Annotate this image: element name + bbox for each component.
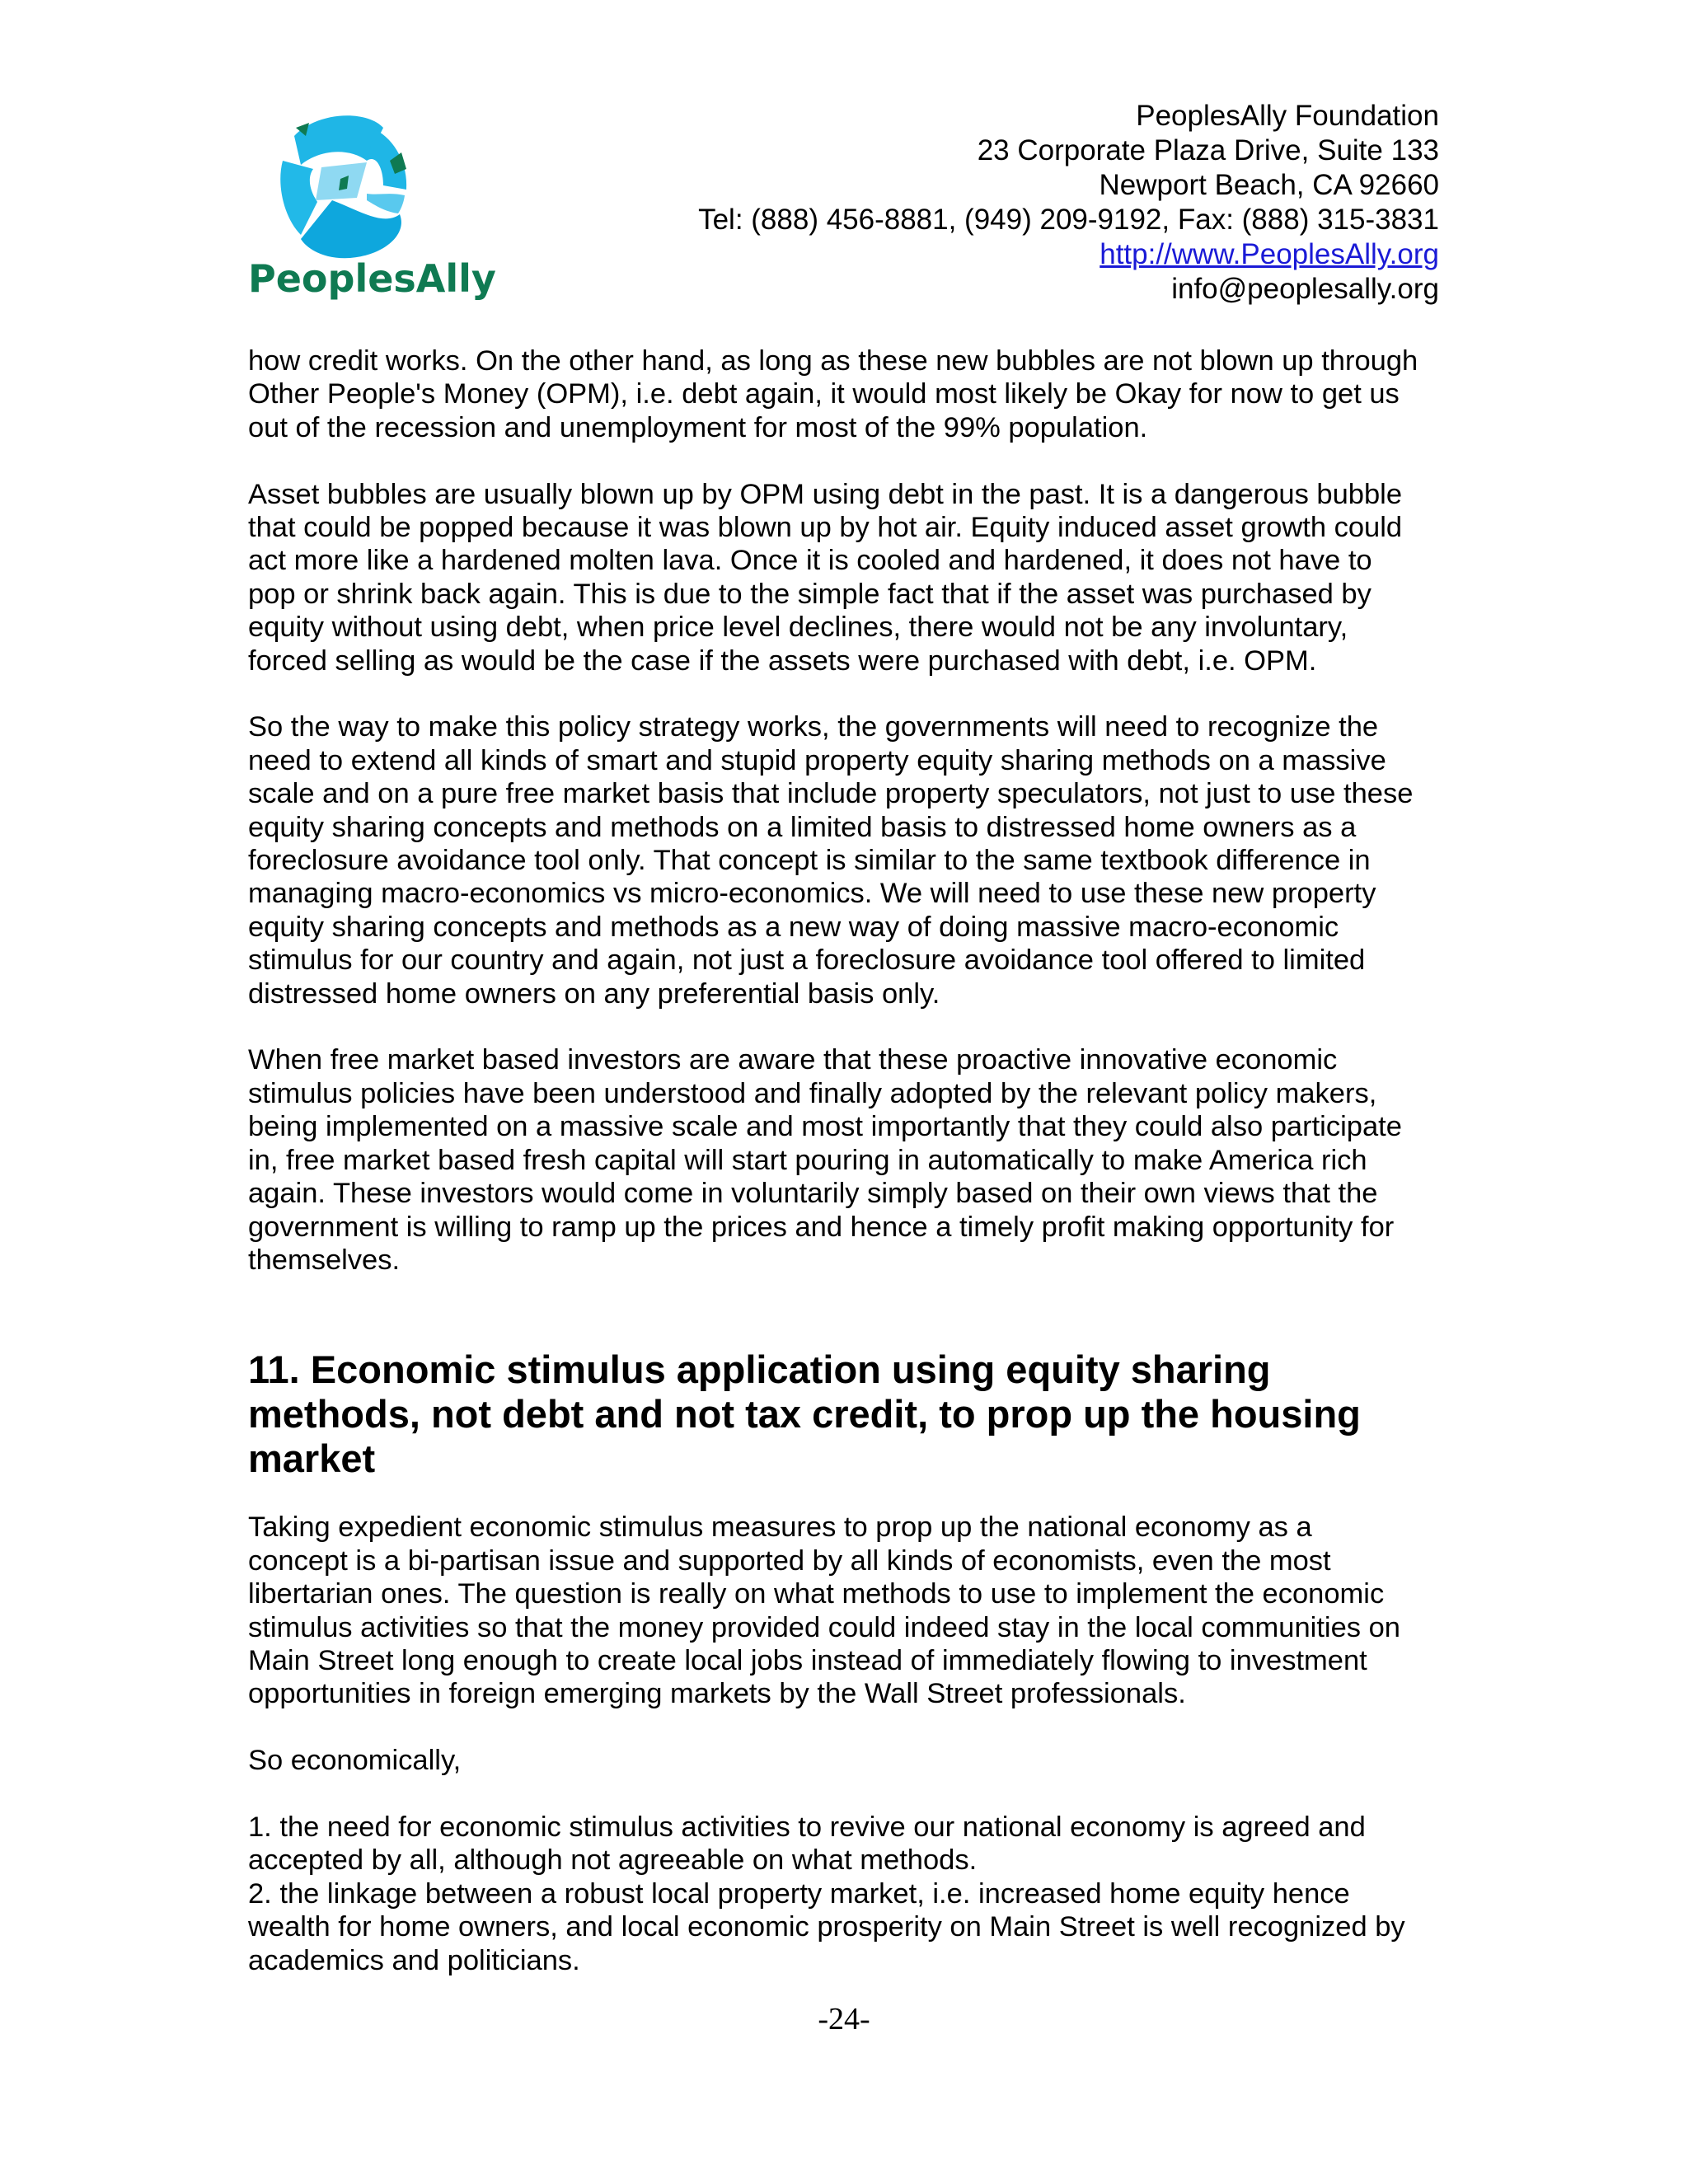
- address-line-1: 23 Corporate Plaza Drive, Suite 133: [977, 134, 1439, 166]
- email-address: info@peoplesally.org: [1171, 273, 1439, 305]
- section-heading: 11. Economic stimulus application using equity sharing methods, not debt and not tax credit, to prop up the housing market: [248, 1347, 1361, 1481]
- address-line-2: Newport Beach, CA 92660: [1099, 169, 1439, 201]
- page-number: -24-: [818, 2002, 870, 2036]
- logo-wordmark: PeoplesAlly: [248, 256, 496, 301]
- globe-logo-icon: [243, 103, 457, 268]
- document-body: [248, 344, 1451, 1977]
- paragraph-policy-strategy: So the way to make this policy strategy works, the governments will need to recognize the need to extend all kinds of smart and stupid property equity sharing methods on a massive scale and on a pure free market basis that include property speculators, not just to use these equity sharing concepts and methods on a limited basis to distressed home owners as a foreclosure avoidance tool only. That concept is similar to the same textbook difference in managing macro-economics vs micro-economics. We will need to use these new property equity sharing concepts and methods as a new way of doing massive macro-economic stimulus for our country and again, not just a foreclosure avoidance tool offered to limited distressed home owners on any preferential basis only.: [248, 711, 1414, 1010]
- numbered-list: 1. the need for economic stimulus activities to revive our national economy is agreed and accepted by all, although not agreeable on what methods. 2. the linkage between a robust local property market, i.e. increased home equity hence wealth for home owners, and local economic prosperity on Main Street is well recognized by academics and politicians.: [248, 1811, 1405, 1976]
- paragraph-credit: how credit works. On the other hand, as long as these new bubbles are not blown up through Other People's Money (OPM), i.e. debt again, it would most likely be Okay for now to get us out of the recession and unemployment for most of the 99% population.: [248, 345, 1418, 443]
- letterhead-address: [698, 99, 1439, 307]
- peoplesally-logo: [243, 103, 496, 313]
- phone-fax-line: Tel: (888) 456-8881, (949) 209-9192, Fax: (888) 315-3831: [698, 204, 1439, 236]
- paragraph-free-market-investors: When free market based investors are aware that these proactive innovative economic stimulus policies have been understood and finally adopted by the relevant policy makers, being implemented on a massive scale and most importantly that they could also participate in, free market based fresh capital will start pouring in automatically to make America rich again. These investors would come in voluntarily simply based on their own views that the government is willing to ramp up the prices and hence a timely profit making opportunity for themselves.: [248, 1044, 1402, 1276]
- paragraph-asset-bubbles: Asset bubbles are usually blown up by OPM using debt in the past. It is a dangerous bubble that could be popped because it was blown up by hot air. Equity induced asset growth could act more like a hardened molten lava. Once it is cooled and hardened, it does not have to pop or shrink back again. This is due to the simple fact that if the asset was purchased by equity without using debt, when price level declines, there would not be any involuntary, forced selling as would be the case if the assets were purchased with debt, i.e. OPM.: [248, 478, 1403, 677]
- org-name: PeoplesAlly Foundation: [1136, 100, 1439, 132]
- paragraph-stimulus-measures: Taking expedient economic stimulus measures to prop up the national economy as a concept is a bi-partisan issue and supported by all kinds of economists, even the most libertarian ones. The question is really on what methods to use to implement the economic stimulus activities so that the money provided could indeed stay in the local communities on Main Street long enough to create local jobs instead of immediately flowing to investment opportunities in foreign emerging markets by the Wall Street professionals.: [248, 1511, 1400, 1710]
- paragraph-so-economically: So economically,: [248, 1745, 462, 1777]
- website-link[interactable]: http://www.PeoplesAlly.org: [1100, 238, 1439, 270]
